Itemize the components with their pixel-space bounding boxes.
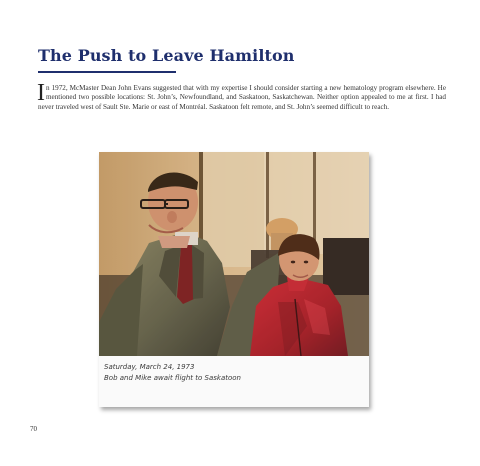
photo-with-caption	[99, 152, 369, 407]
title-underline	[38, 71, 176, 73]
airport-photo-illustration	[99, 152, 369, 356]
photo-caption	[104, 362, 359, 384]
airport-photo	[99, 152, 369, 356]
page-number: 70	[30, 425, 37, 433]
caption-date: Saturday, March 24, 1973	[104, 363, 195, 371]
page-title: The Push to Leave Hamilton	[38, 46, 295, 65]
body-text: n 1972, McMaster Dean John Evans suggested that with my expertise I should consider starting a new hematology program elsewhere. He mentioned two possible locations: St. John’s, Newfoundland, and Saskatoon, Saskatchewan. Neither option appealed to me at first. I had never traveled west of Sault Ste. Marie or east of Montréal. Saskatoon felt remote, and St. John’s seemed difficult to reach.	[38, 84, 446, 111]
body-paragraph	[37, 80, 446, 112]
caption-description: Bob and Mike await flight to Saskatoon	[104, 374, 241, 382]
drop-cap: I	[37, 80, 45, 106]
